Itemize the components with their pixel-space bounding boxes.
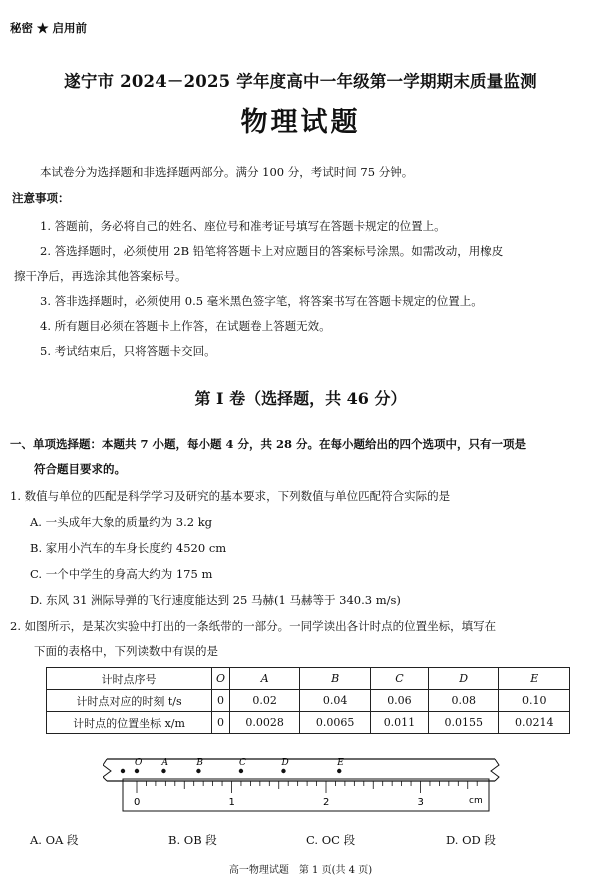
question-2-stem: 2. 如图所示，是某次实验中打出的一条纸带的一部分。一同学读出各计时点的位置坐标，填写在	[10, 619, 497, 633]
table-cell: 0.011	[370, 712, 428, 734]
table-cell: 0	[212, 712, 230, 734]
page-footer: 高一物理试题 第 1 页(共 4 页)	[228, 865, 373, 876]
table-cell: 0.0028	[229, 712, 300, 734]
table-cell: 0.0155	[428, 712, 499, 734]
ruler-unit: cm	[469, 796, 483, 806]
table-row-header: 计时点的位置坐标 x/m	[47, 712, 212, 734]
table-row	[47, 712, 570, 734]
table-row	[47, 668, 570, 690]
subject-title: 物理试题	[240, 107, 361, 138]
note-item: 4. 所有题目必须在答题卡上作答，在试题卷上答题无效。	[40, 319, 331, 333]
part-heading-cont: 符合题目要求的。	[34, 462, 126, 476]
tape-dot	[337, 769, 341, 773]
ruler-scale-label: 3	[417, 797, 424, 808]
tape-dot	[161, 769, 165, 773]
question-1-stem: 1. 数值与单位的匹配是科学学习及研究的基本要求，下列数值与单位匹配符合实际的是	[10, 489, 451, 503]
question-2-option-c: C. OC 段	[306, 833, 356, 847]
question-1-option-c: C. 一个中学生的身高大约为 175 m	[30, 567, 213, 581]
notes-heading: 注意事项：	[12, 191, 70, 205]
table-cell: E	[499, 668, 570, 690]
tape-point-label: A	[161, 758, 168, 768]
table-cell: A	[229, 668, 300, 690]
timing-table	[46, 667, 570, 734]
table-cell: O	[212, 668, 230, 690]
table-cell: 0.0065	[300, 712, 371, 734]
question-1-option-b: B. 家用小汽车的车身长度约 4520 cm	[30, 541, 227, 555]
tape-dot	[121, 769, 125, 773]
tape-dot	[239, 769, 243, 773]
section-title: 第 Ⅰ 卷（选择题，共 46 分）	[194, 389, 407, 408]
table-cell: 0	[212, 690, 230, 712]
exam-title: 遂宁市 2024－2025 学年度高中一年级第一学期期末质量监测	[64, 72, 537, 91]
ruler-scale-label: 1	[228, 797, 235, 808]
tape-point-label: E	[337, 758, 344, 768]
tape-point-label: C	[238, 758, 246, 768]
tape-dot	[196, 769, 200, 773]
ruler-scale-label: 0	[134, 797, 141, 808]
note-item: 5. 考试结束后，只将答题卡交回。	[40, 344, 216, 358]
part-heading: 一、单项选择题：本题共 7 小题，每小题 4 分，共 28 分。在每小题给出的四个选项中，只有一项是	[10, 437, 527, 451]
tape-point-label: B	[196, 758, 204, 768]
table-row-header: 计时点序号	[47, 668, 212, 690]
tape-point-label: O	[135, 758, 143, 768]
paper-tape-ruler-figure	[103, 751, 503, 813]
question-1-option-a: A. 一头成年大象的质量约为 3.2 kg	[30, 515, 213, 529]
ruler-scale-label: 2	[323, 797, 330, 808]
table-cell: B	[300, 668, 371, 690]
table-cell: 0.06	[370, 690, 428, 712]
table-cell: 0.04	[300, 690, 371, 712]
tape-point-label: D	[281, 758, 289, 768]
question-2-option-a: A. OA 段	[30, 833, 79, 847]
note-item: 3. 答非选择题时，必须使用 0.5 毫米黑色签字笔，将答案书写在答题卡规定的位置上。	[40, 294, 483, 308]
table-row-header: 计时点对应的时刻 t/s	[47, 690, 212, 712]
tape-dot	[135, 769, 139, 773]
table-row	[47, 690, 570, 712]
secret-tag: 秘密 ★ 启用前	[10, 21, 88, 35]
table-cell: 0.02	[229, 690, 300, 712]
question-2-option-d: D. OD 段	[446, 833, 496, 847]
note-item: 擦干净后，再选涂其他答案标号。	[14, 269, 187, 283]
question-2-option-b: B. OB 段	[168, 833, 217, 847]
table-cell: 0.0214	[499, 712, 570, 734]
note-item: 1. 答题前，务必将自己的姓名、座位号和准考证号填写在答题卡规定的位置上。	[40, 219, 446, 233]
question-1-option-d: D. 东风 31 洲际导弹的飞行速度能达到 25 马赫(1 马赫等于 340.3 m/s)	[30, 593, 401, 607]
table-cell: C	[370, 668, 428, 690]
note-item: 2. 答选择题时，必须使用 2B 铅笔将答题卡上对应题目的答案标号涂黑。如需改动，用橡皮	[40, 244, 504, 258]
intro-text: 本试卷分为选择题和非选择题两部分。满分 100 分，考试时间 75 分钟。	[40, 165, 414, 179]
question-2-stem-cont: 下面的表格中，下列读数中有误的是	[34, 644, 218, 658]
tape-dot	[281, 769, 285, 773]
table-cell: D	[428, 668, 499, 690]
table-cell: 0.10	[499, 690, 570, 712]
table-cell: 0.08	[428, 690, 499, 712]
